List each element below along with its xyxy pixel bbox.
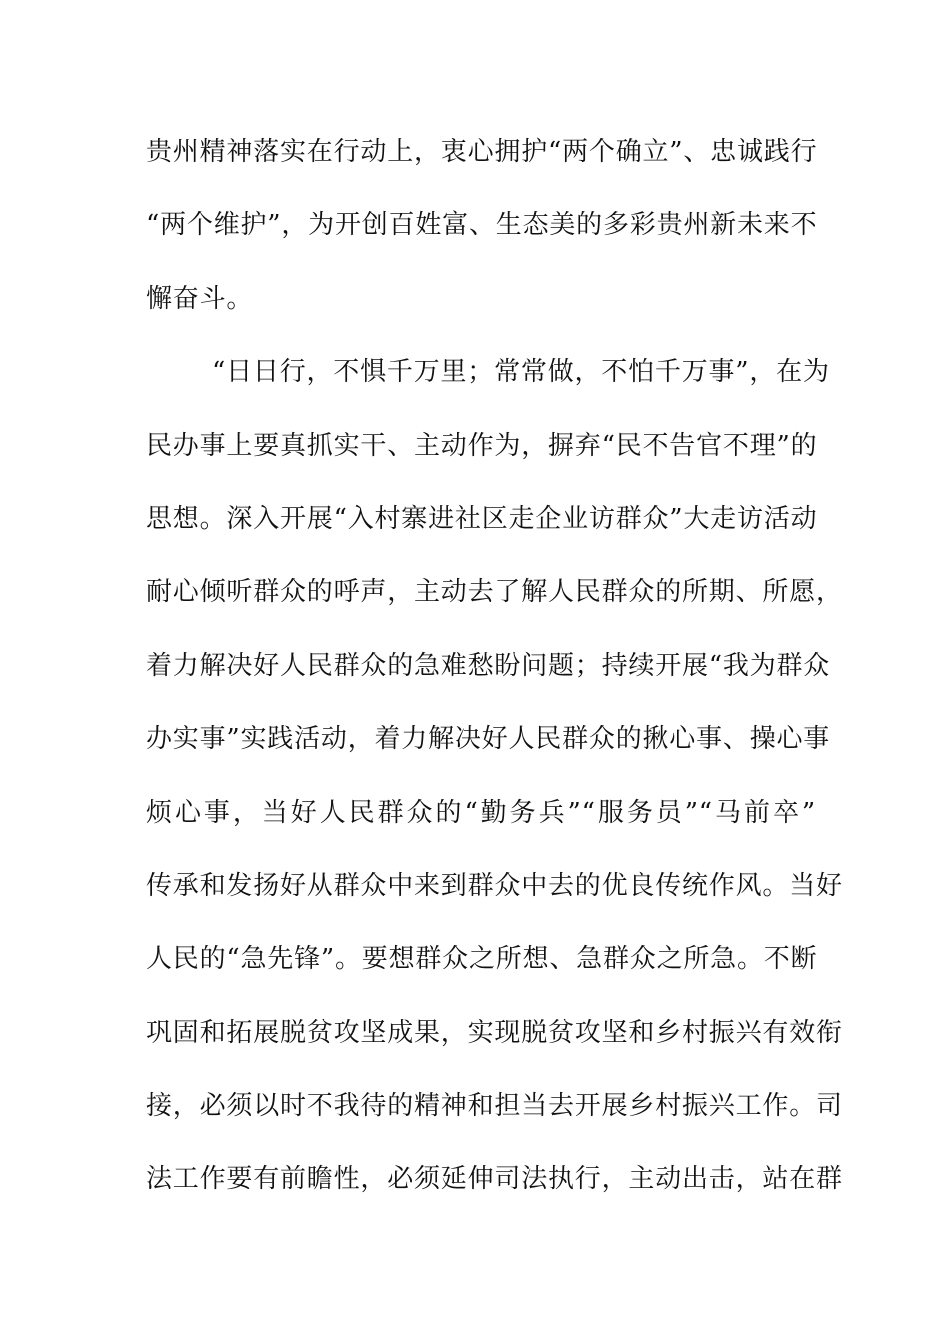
text-line: 懈奋斗。 <box>146 283 254 314</box>
body-text <box>146 130 843 1231</box>
text-line: 接，必须以时不我待的精神和担当去开展乡村振兴工作。司 <box>146 1091 843 1122</box>
text-line: 烦心事，当好人民群众的“勤务兵”“服务员”“马前卒” <box>146 797 816 828</box>
text-line: 传承和发扬好从群众中来到群众中去的优良传统作风。当好 <box>146 870 843 901</box>
text-line: 民办事上要真抓实干、主动作为，摒弃“民不告官不理”的 <box>146 430 818 461</box>
text-line: 人民的“急先锋”。要想群众之所想、急群众之所急。不断 <box>146 944 818 975</box>
text-line: “两个维护”，为开创百姓富、生态美的多彩贵州新未来不 <box>146 210 818 241</box>
text-line: 贵州精神落实在行动上，衷心拥护“两个确立”、忠诚践行 <box>146 137 818 167</box>
text-line: 着力解决好人民群众的急难愁盼问题；持续开展“我为群众 <box>146 650 831 681</box>
text-line: 思想。深入开展“入村寨进社区走企业访群众”大走访活动 <box>146 503 818 534</box>
text-line: 耐心倾听群众的呼声，主动去了解人民群众的所期、所愿， <box>146 577 843 608</box>
text-line: 办实事”实践活动，着力解决好人民群众的揪心事、操心事 <box>146 724 831 755</box>
paragraph-first-line: “日日行，不惧千万里；常常做，不怕千万事”，在为 <box>212 357 830 388</box>
text-line: 法工作要有前瞻性，必须延伸司法执行，主动出击，站在群 <box>146 1164 843 1195</box>
text-line: 巩固和拓展脱贫攻坚成果，实现脱贫攻坚和乡村振兴有效衔 <box>146 1017 843 1048</box>
